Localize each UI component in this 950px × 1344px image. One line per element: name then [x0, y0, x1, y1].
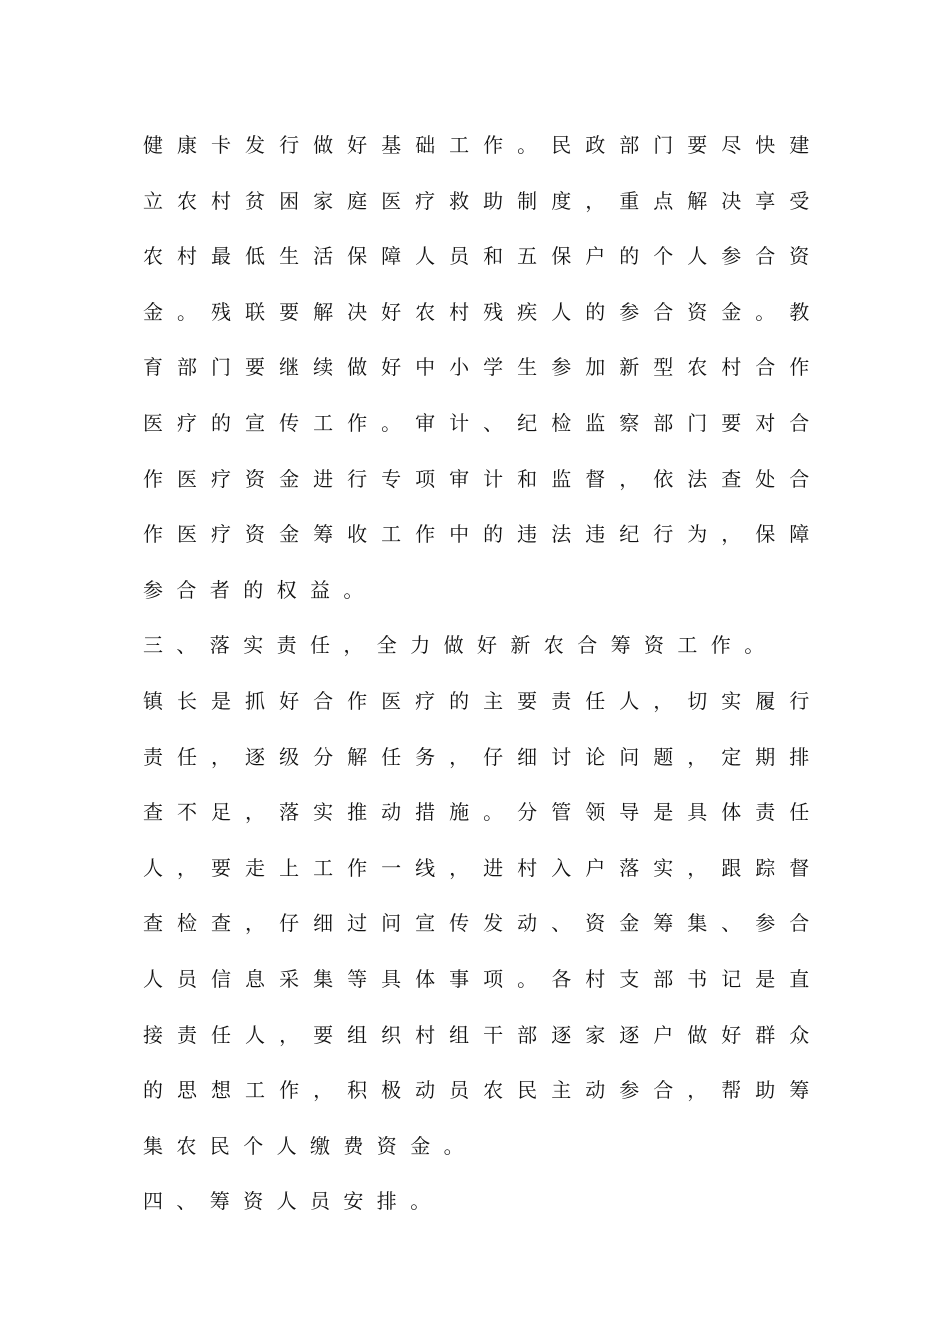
- document-body: [143, 118, 809, 1230]
- text-line-paragraph-end: 参合者的权益。: [143, 577, 377, 602]
- text-line-paragraph-end: 集农民个人缴费资金。: [143, 1133, 477, 1158]
- text-line: 作 医 疗 资 金 筹 收 工 作 中 的 违 法 违 纪 行 为 ， 保 障: [143, 522, 809, 547]
- text-line: 人 ， 要 走 上 工 作 一 线 ， 进 村 入 户 落 实 ， 跟 踪 督: [143, 855, 809, 880]
- text-line: 育 部 门 要 继 续 做 好 中 小 学 生 参 加 新 型 农 村 合 作: [143, 355, 809, 380]
- text-line: 健 康 卡 发 行 做 好 基 础 工 作 。 民 政 部 门 要 尽 快 建: [143, 133, 809, 157]
- text-line: 查 不 足 ， 落 实 推 动 措 施 。 分 管 领 导 是 具 体 责 任: [143, 800, 809, 825]
- text-line: 农 村 最 低 生 活 保 障 人 员 和 五 保 户 的 个 人 参 合 资: [143, 244, 809, 269]
- section-heading-4: 四、筹资人员安排。: [143, 1189, 444, 1214]
- text-line: 接 责 任 人 ， 要 组 织 村 组 干 部 逐 家 逐 户 做 好 群 众: [143, 1022, 809, 1047]
- text-line: 金 。 残 联 要 解 决 好 农 村 残 疾 人 的 参 合 资 金 。 教: [143, 299, 809, 324]
- text-line: 作 医 疗 资 金 进 行 专 项 审 计 和 监 督 ， 依 法 查 处 合: [143, 466, 809, 491]
- text-line: 立 农 村 贫 困 家 庭 医 疗 救 助 制 度 ， 重 点 解 决 享 受: [143, 188, 809, 213]
- section-heading-3: 三、落实责任，全力做好新农合筹资工作。: [143, 633, 778, 658]
- text-line: 人 员 信 息 采 集 等 具 体 事 项 。 各 村 支 部 书 记 是 直: [143, 966, 809, 991]
- text-line: 的 思 想 工 作 ， 积 极 动 员 农 民 主 动 参 合 ， 帮 助 筹: [143, 1078, 809, 1103]
- text-line: 责 任 ， 逐 级 分 解 任 务 ， 仔 细 讨 论 问 题 ， 定 期 排: [143, 744, 809, 769]
- text-line: 查 检 查 ， 仔 细 过 问 宣 传 发 动 、 资 金 筹 集 、 参 合: [143, 911, 809, 936]
- text-line: 镇 长 是 抓 好 合 作 医 疗 的 主 要 责 任 人 ， 切 实 履 行: [143, 688, 809, 713]
- text-line: 医 疗 的 宣 传 工 作 。 审 计 、 纪 检 监 察 部 门 要 对 合: [143, 410, 809, 435]
